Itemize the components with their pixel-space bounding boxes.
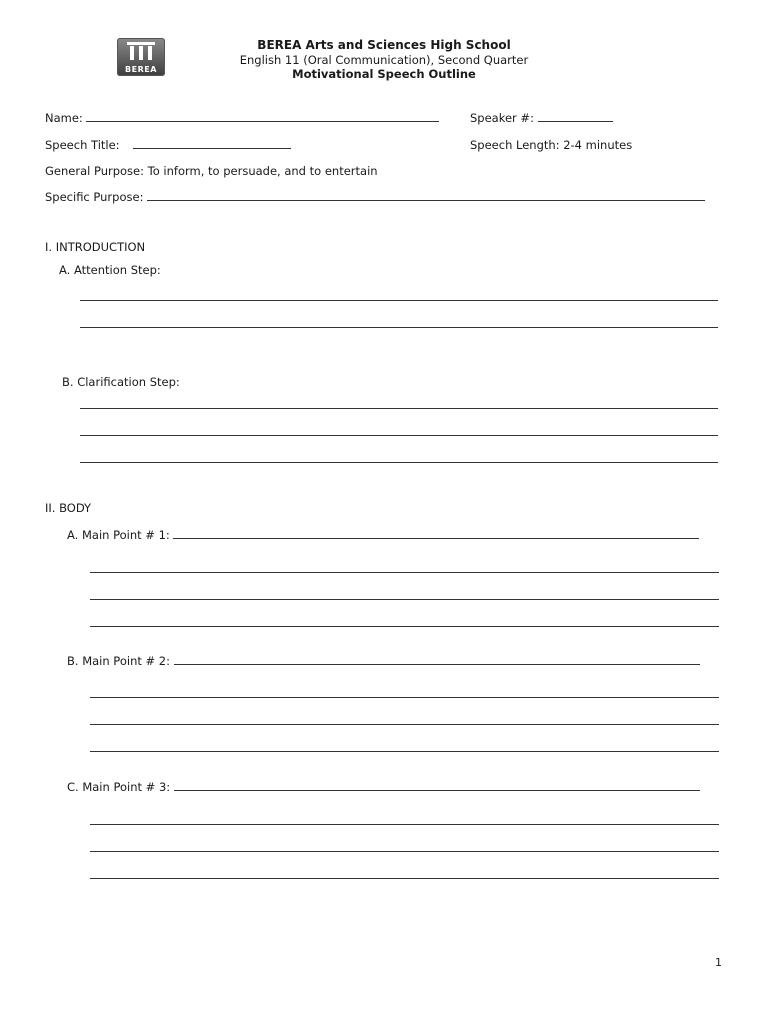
clarification-line-3[interactable] (80, 462, 718, 463)
main-point-3-label: C. Main Point # 3: (67, 780, 171, 794)
main-point-3-line-3[interactable] (90, 878, 719, 879)
building-icon (125, 42, 157, 62)
specific-purpose-label: Specific Purpose: (45, 190, 144, 204)
speech-title-blank[interactable] (133, 138, 291, 149)
speech-title-field (45, 138, 291, 152)
main-point-1-line-3[interactable] (90, 626, 719, 627)
speech-title-label: Speech Title: (45, 138, 120, 152)
page-number: 1 (715, 956, 722, 969)
main-point-3-blank[interactable] (174, 780, 700, 791)
main-point-2-blank[interactable] (174, 654, 700, 665)
school-logo (117, 38, 165, 76)
main-point-3-field (67, 780, 700, 794)
document-title: Motivational Speech Outline (292, 67, 476, 81)
main-point-1-line-1[interactable] (90, 572, 719, 573)
speaker-field (470, 111, 613, 125)
clarification-line-1[interactable] (80, 408, 718, 409)
main-point-3-line-1[interactable] (90, 824, 719, 825)
main-point-1-field (67, 528, 699, 542)
name-blank[interactable] (86, 111, 439, 122)
speaker-blank[interactable] (538, 111, 613, 122)
attention-step-label: A. Attention Step: (59, 263, 161, 277)
speaker-label: Speaker #: (470, 111, 534, 125)
body-heading: II. BODY (45, 501, 92, 515)
clarification-line-2[interactable] (80, 435, 718, 436)
main-point-1-blank[interactable] (173, 528, 699, 539)
clarification-step-label: B. Clarification Step: (62, 375, 180, 389)
main-point-1-label: A. Main Point # 1: (67, 528, 170, 542)
school-name: BEREA Arts and Sciences High School (257, 38, 511, 52)
logo-text: BEREA (125, 65, 157, 74)
name-field (45, 111, 439, 125)
main-point-1-line-2[interactable] (90, 599, 719, 600)
attention-line-2[interactable] (80, 327, 718, 328)
main-point-2-label: B. Main Point # 2: (67, 654, 171, 668)
attention-line-1[interactable] (80, 300, 718, 301)
main-point-2-field (67, 654, 700, 668)
speech-length: Speech Length: 2-4 minutes (470, 138, 633, 152)
main-point-2-line-3[interactable] (90, 751, 719, 752)
main-point-2-line-1[interactable] (90, 697, 719, 698)
name-label: Name: (45, 111, 83, 125)
introduction-heading: I. INTRODUCTION (45, 240, 146, 254)
specific-purpose-field (45, 190, 705, 204)
main-point-2-line-2[interactable] (90, 724, 719, 725)
main-point-3-line-2[interactable] (90, 851, 719, 852)
course-name: English 11 (Oral Communication), Second Quarter (239, 53, 529, 67)
general-purpose: General Purpose: To inform, to persuade, and to entertain (45, 164, 378, 178)
specific-purpose-blank[interactable] (147, 190, 705, 201)
